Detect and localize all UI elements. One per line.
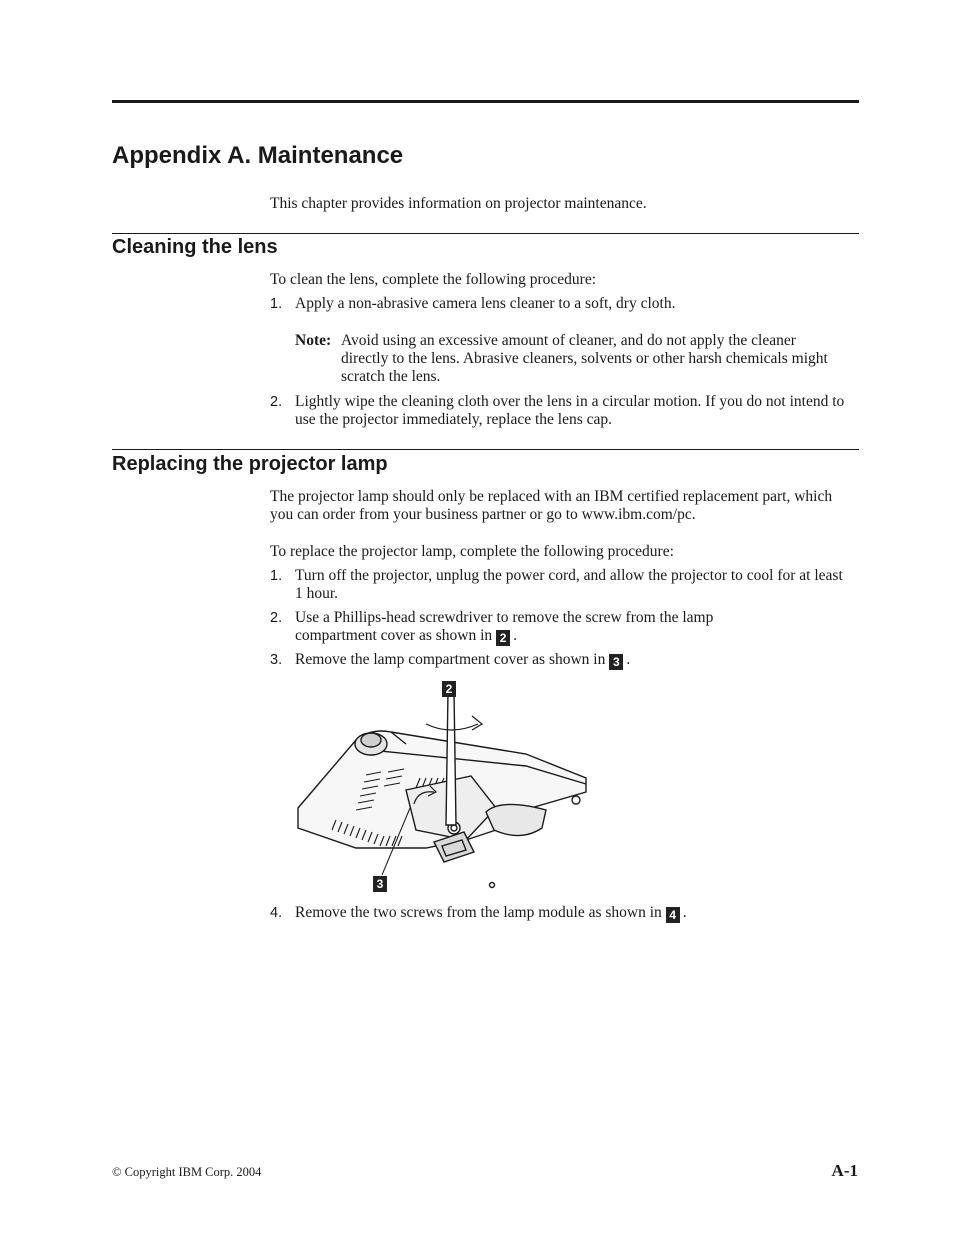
page-title: Appendix A. Maintenance [112, 142, 404, 169]
section-rule-lens [112, 233, 859, 234]
lamp-step-2: Use a Phillips-head screwdriver to remove the screw from the lamp compartment cover as shown in 2 . [295, 609, 714, 645]
lamp-paragraph: The projector lamp should only be replaced with an IBM certified replacement part, which you can order from your business partner or go to www.ibm.com/pc. [270, 488, 833, 523]
lens-step-1: Apply a non-abrasive camera lens cleaner to a soft, dry cloth. [295, 295, 676, 312]
lamp-step-1-number: 1. [270, 568, 283, 584]
lamp-step-2-text: Use a Phillips-head screwdriver to remove the screw from the lamp compartment cover as shown in [295, 609, 714, 644]
lamp-step-4-text: Remove the two screws from the lamp module as shown in [295, 904, 662, 921]
lamp-step-4-number: 4. [270, 905, 283, 921]
section-title-lens: Cleaning the lens [112, 236, 278, 258]
lamp-cover-figure [296, 680, 592, 892]
lens-step-2: Lightly wipe the cleaning cloth over the lens in a circular motion. If you do not intend to use the projector immediately, replace the lens cap. [295, 393, 845, 428]
page-number: A-1 [831, 1161, 858, 1180]
lamp-step-2-number: 2. [270, 610, 283, 626]
lamp-lead: To replace the projector lamp, complete the following procedure: [270, 543, 674, 560]
figure-callout-3: 3 [373, 876, 387, 892]
section-rule-lamp [112, 449, 859, 450]
note-label: Note: [295, 332, 332, 349]
callout-4: 4 [666, 907, 680, 923]
figure-callout-2: 2 [442, 681, 456, 697]
intro-text: This chapter provides information on projector maintenance. [270, 195, 647, 212]
lamp-step-1: Turn off the projector, unplug the power cord, and allow the projector to cool for at least 1 hour. [295, 567, 843, 602]
top-rule [112, 100, 859, 103]
projector-illustration [296, 680, 592, 892]
lens-step-1-number: 1. [270, 296, 283, 312]
lens-note-text: Avoid using an excessive amount of cleaner, and do not apply the cleaner directly to the lens. Abrasive cleaners, solvents or other harsh chemicals might scratch the lens. [341, 332, 828, 385]
lamp-step-3: Remove the lamp compartment cover as shown in 3 . [295, 651, 631, 669]
lamp-step-4: Remove the two screws from the lamp module as shown in 4 . [295, 904, 687, 922]
copyright-text: © Copyright IBM Corp. 2004 [112, 1165, 262, 1179]
lens-step-2-number: 2. [270, 394, 283, 410]
lamp-step-3-text: Remove the lamp compartment cover as shown in [295, 651, 606, 668]
lamp-step-3-number: 3. [270, 652, 283, 668]
callout-2: 2 [496, 630, 510, 646]
lens-lead: To clean the lens, complete the following procedure: [270, 271, 597, 288]
callout-3: 3 [609, 654, 623, 670]
section-title-lamp: Replacing the projector lamp [112, 453, 388, 475]
